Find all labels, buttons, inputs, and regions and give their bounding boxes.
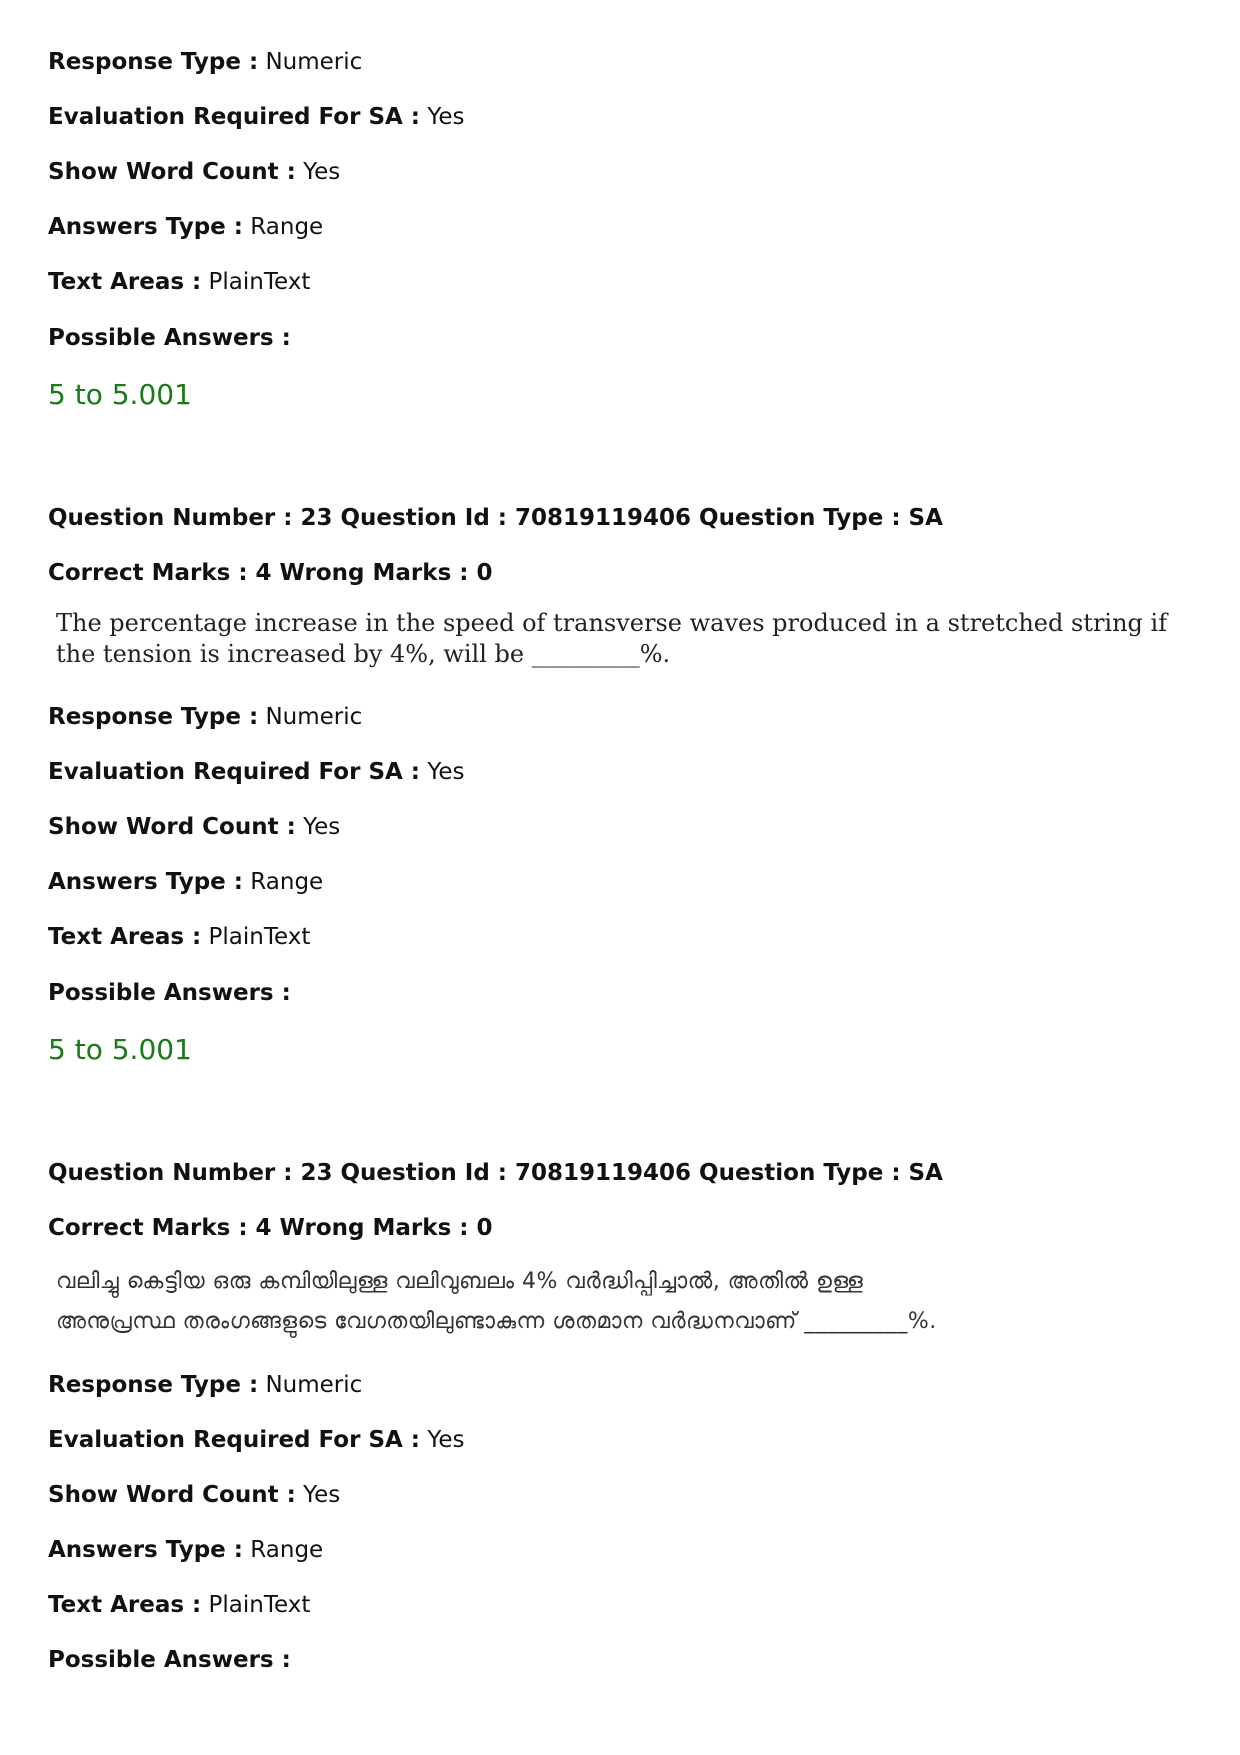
answers-type-row <box>48 1535 323 1565</box>
possible-answers-label: Possible Answers : <box>48 325 291 351</box>
response-type-row <box>48 47 362 77</box>
evaluation-required-row <box>48 102 464 132</box>
text-areas-row <box>48 922 310 952</box>
show-word-count-value: Yes <box>303 1482 341 1508</box>
evaluation-required-label: Evaluation Required For SA : <box>48 1427 421 1453</box>
text-areas-label: Text Areas : <box>48 1592 202 1618</box>
answers-type-label: Answers Type : <box>48 214 243 240</box>
possible-answers-row <box>48 978 291 1008</box>
response-type-value: Numeric <box>265 704 363 730</box>
show-word-count-label: Show Word Count : <box>48 814 296 840</box>
answers-type-value: Range <box>250 214 324 240</box>
answers-type-row <box>48 867 323 897</box>
question-marks: Correct Marks : 4 Wrong Marks : 0 <box>48 560 493 586</box>
possible-answer-value: 5 to 5.001 <box>48 378 192 411</box>
question-text-line-2: അനുപ്രസ്ഥ തരംഗങ്ങളുടെ വേഗതയിലുണ്ടാകുന്ന ശതമാന വർദ്ധനവാണ് _________%. <box>56 1309 937 1334</box>
response-type-value: Numeric <box>265 1372 363 1398</box>
text-areas-label: Text Areas : <box>48 924 202 950</box>
text-areas-label: Text Areas : <box>48 269 202 295</box>
text-areas-value: PlainText <box>208 1592 311 1618</box>
question-text-line-2: the tension is increased by 4%, will be _________%. <box>56 640 671 668</box>
text-areas-row <box>48 1590 310 1620</box>
evaluation-required-value: Yes <box>427 759 465 785</box>
show-word-count-row <box>48 157 340 187</box>
response-type-row <box>48 702 362 732</box>
evaluation-required-row <box>48 757 464 787</box>
response-type-value: Numeric <box>265 49 363 75</box>
possible-answers-label: Possible Answers : <box>48 980 291 1006</box>
text-areas-value: PlainText <box>208 269 311 295</box>
show-word-count-row <box>48 812 340 842</box>
text-areas-row <box>48 267 310 297</box>
possible-answers-label: Possible Answers : <box>48 1647 291 1673</box>
evaluation-required-value: Yes <box>427 104 465 130</box>
show-word-count-value: Yes <box>303 814 341 840</box>
evaluation-required-value: Yes <box>427 1427 465 1453</box>
answers-type-value: Range <box>250 869 324 895</box>
answers-type-value: Range <box>250 1537 324 1563</box>
question-marks: Correct Marks : 4 Wrong Marks : 0 <box>48 1215 493 1241</box>
show-word-count-row <box>48 1480 340 1510</box>
response-type-row <box>48 1370 362 1400</box>
answers-type-label: Answers Type : <box>48 1537 243 1563</box>
response-type-label: Response Type : <box>48 704 259 730</box>
evaluation-required-row <box>48 1425 464 1455</box>
response-type-label: Response Type : <box>48 1372 259 1398</box>
evaluation-required-label: Evaluation Required For SA : <box>48 104 421 130</box>
question-text-line-1: The percentage increase in the speed of transverse waves produced in a stretched string if <box>56 609 1168 637</box>
possible-answers-row <box>48 1645 291 1675</box>
evaluation-required-label: Evaluation Required For SA : <box>48 759 421 785</box>
answers-type-label: Answers Type : <box>48 869 243 895</box>
show-word-count-value: Yes <box>303 159 341 185</box>
question-header: Question Number : 23 Question Id : 70819119406 Question Type : SA <box>48 505 943 531</box>
show-word-count-label: Show Word Count : <box>48 1482 296 1508</box>
question-text-line-1: വലിച്ചു കെട്ടിയ ഒരു കമ്പിയിലുള്ള വലിവുബലം 4% വർദ്ധിപ്പിച്ചാൽ, അതിൽ ഉള്ള <box>56 1269 864 1294</box>
response-type-label: Response Type : <box>48 49 259 75</box>
possible-answer-value: 5 to 5.001 <box>48 1033 192 1066</box>
answers-type-row <box>48 212 323 242</box>
show-word-count-label: Show Word Count : <box>48 159 296 185</box>
text-areas-value: PlainText <box>208 924 311 950</box>
possible-answers-row <box>48 323 291 353</box>
question-header: Question Number : 23 Question Id : 70819119406 Question Type : SA <box>48 1160 943 1186</box>
